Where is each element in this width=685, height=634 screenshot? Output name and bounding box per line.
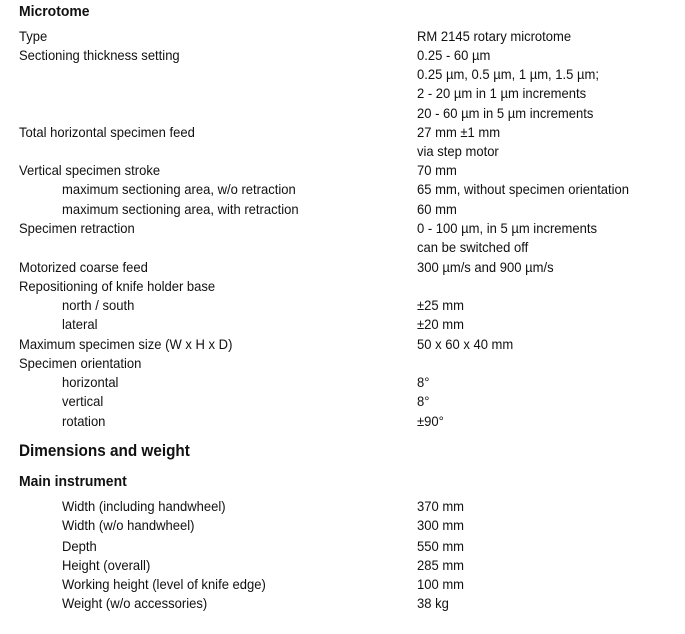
spec-row-north-south (0, 296, 685, 315)
spec-row-sectioning-thickness (0, 46, 685, 65)
spec-value: 27 mm ±1 mm (417, 124, 501, 140)
spec-label: maximum sectioning area, w/o retraction (62, 181, 296, 197)
spec-row-continuation (0, 84, 685, 103)
spec-row-horizontal (0, 373, 685, 392)
spec-value: 65 mm, without specimen orientation (417, 181, 630, 197)
spec-label: Width (w/o handwheel) (62, 517, 195, 533)
spec-label: rotation (62, 413, 106, 429)
spec-row-area-with-retraction (0, 200, 685, 219)
spec-value: 0.25 µm, 0.5 µm, 1 µm, 1.5 µm; (417, 66, 599, 82)
spec-label: Weight (w/o accessories) (62, 595, 208, 611)
spec-row-specimen-retraction (0, 219, 685, 238)
spec-value: 285 mm (417, 557, 465, 573)
spec-value: 370 mm (417, 498, 465, 514)
spec-row-width-without-handwheel (0, 516, 685, 535)
spec-value: 8° (417, 393, 430, 409)
spec-row-height (0, 556, 685, 575)
spec-row-rotation (0, 412, 685, 431)
spec-row-vertical (0, 392, 685, 411)
spec-value: 300 mm (417, 517, 465, 533)
spec-label: Working height (level of knife edge) (62, 576, 266, 592)
spec-value: 60 mm (417, 201, 457, 217)
spec-label: Sectioning thickness setting (19, 47, 180, 63)
spec-row-horizontal-feed (0, 123, 685, 142)
spec-row-continuation (0, 65, 685, 84)
spec-row-coarse-feed (0, 258, 685, 277)
spec-row-continuation (0, 104, 685, 123)
spec-label: Maximum specimen size (W x H x D) (19, 336, 233, 352)
spec-label: Repositioning of knife holder base (19, 278, 216, 294)
spec-row-max-specimen-size (0, 335, 685, 354)
spec-value: 50 x 60 x 40 mm (417, 336, 514, 352)
spec-row-knife-holder-repositioning (0, 277, 685, 296)
spec-label: Width (including handwheel) (62, 498, 226, 514)
spec-row-specimen-orientation (0, 354, 685, 373)
spec-row-type (0, 27, 685, 46)
spec-label: vertical (62, 393, 104, 409)
spec-value: can be switched off (417, 239, 529, 255)
spec-row-depth (0, 537, 685, 556)
main-instrument-heading: Main instrument (19, 473, 127, 490)
spec-value: 550 mm (417, 538, 465, 554)
spec-value: 8° (417, 374, 430, 390)
spec-value: 100 mm (417, 576, 465, 592)
spec-row-lateral (0, 315, 685, 334)
spec-label: north / south (62, 297, 135, 313)
spec-row-working-height (0, 575, 685, 594)
spec-value: ±25 mm (417, 297, 464, 313)
spec-label: horizontal (62, 374, 119, 390)
spec-label: Specimen orientation (19, 355, 142, 371)
spec-label: Total horizontal specimen feed (19, 124, 195, 140)
spec-value: 70 mm (417, 162, 457, 178)
spec-row-vertical-stroke (0, 161, 685, 180)
spec-row-width-with-handwheel (0, 497, 685, 516)
spec-row-continuation (0, 238, 685, 257)
spec-label: Type (19, 28, 48, 44)
dimensions-heading: Dimensions and weight (19, 441, 190, 460)
spec-value: ±20 mm (417, 316, 464, 332)
spec-value: ±90° (417, 413, 444, 429)
spec-label: Height (overall) (62, 557, 151, 573)
spec-label: Depth (62, 538, 97, 554)
spec-label: maximum sectioning area, with retraction (62, 201, 299, 217)
spec-value: via step motor (417, 143, 499, 159)
spec-value: 38 kg (417, 595, 449, 611)
spec-label: Motorized coarse feed (19, 259, 148, 275)
spec-label: lateral (62, 316, 98, 332)
microtome-heading: Microtome (19, 3, 90, 20)
spec-value: 20 - 60 µm in 5 µm increments (417, 105, 594, 121)
spec-value: 2 - 20 µm in 1 µm increments (417, 85, 587, 101)
spec-value: RM 2145 rotary microtome (417, 28, 572, 44)
spec-value: 0 - 100 µm, in 5 µm increments (417, 220, 597, 236)
spec-value: 0.25 - 60 µm (417, 47, 491, 63)
spec-row-area-without-retraction (0, 180, 685, 199)
spec-row-continuation (0, 142, 685, 161)
spec-row-weight (0, 594, 685, 613)
spec-label: Specimen retraction (19, 220, 135, 236)
spec-label: Vertical specimen stroke (19, 162, 161, 178)
spec-value: 300 µm/s and 900 µm/s (417, 259, 554, 275)
